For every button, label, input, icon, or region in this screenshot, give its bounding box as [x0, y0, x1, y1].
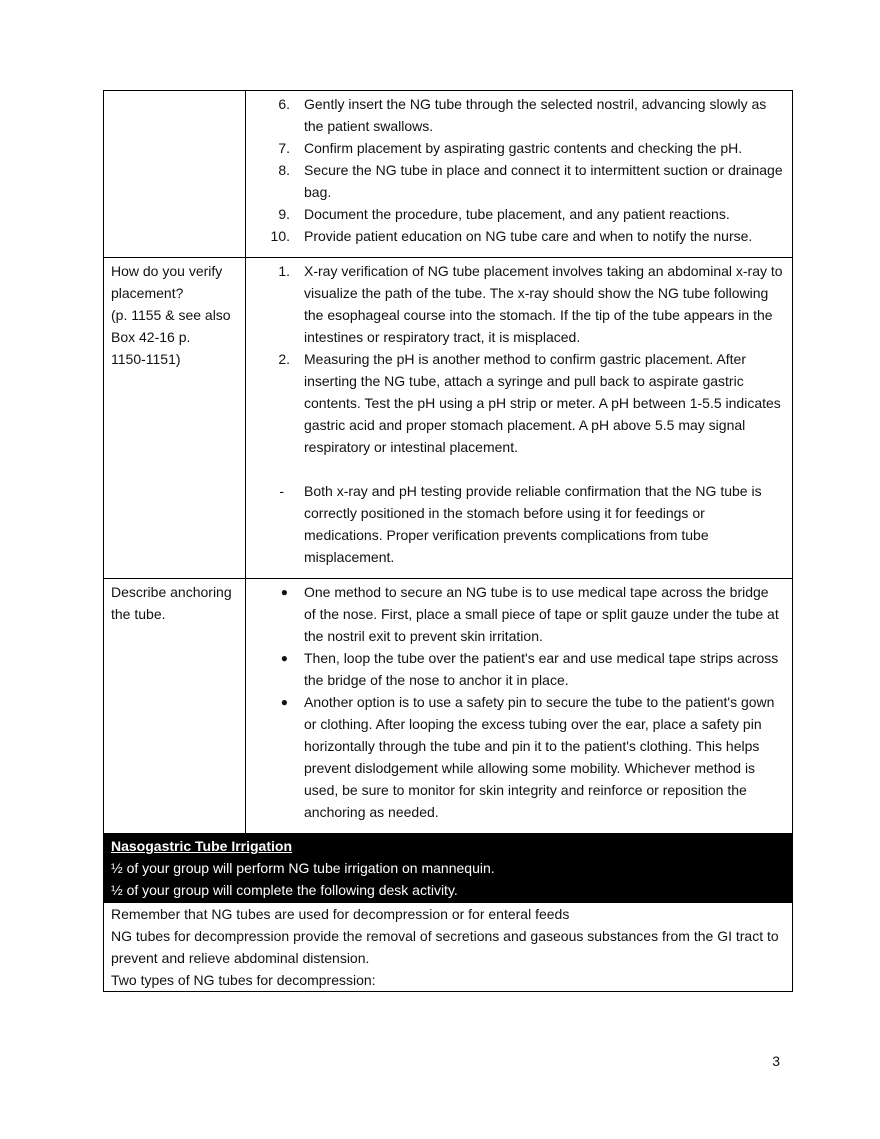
verify-list — [246, 260, 784, 458]
question-line: Box 42-16 p. — [111, 329, 191, 345]
table-row-decompression — [104, 903, 793, 992]
list-item: 10. Provide patient education on NG tube care and when to notify the nurse. — [270, 228, 753, 244]
page-number: 3 — [772, 1053, 780, 1069]
decompression-cell — [104, 903, 793, 992]
list-item: 9. Document the procedure, tube placement, and any patient reactions. — [278, 206, 730, 222]
verify-note-list — [246, 480, 784, 568]
table-row-anchoring — [104, 579, 793, 834]
anchoring-list — [246, 581, 784, 823]
banner-line: ½ of your group will perform NG tube irrigation on mannequin. — [111, 860, 495, 876]
anchoring-answer-cell — [246, 579, 793, 834]
list-item: ● Then, loop the tube over the patient's ear and use medical tape strips across the bridge of the nose to anchor it in place. — [246, 647, 784, 691]
list-item: 1. X-ray verification of NG tube placement involves taking an abdominal x-ray to visualize the path of the tube. The x-ray should show the NG tube following the esophageal course into the stomach. If the tip of the tube appears in the intestines or respiratory tract, it is misplaced. — [278, 263, 783, 345]
question-line: the tube. — [111, 606, 166, 622]
list-item: 7. Confirm placement by aspirating gastric contents and checking the pH. — [278, 140, 743, 156]
list-item: 6. Gently insert the NG tube through the selected nostril, advancing slowly as the patient swallows. — [278, 96, 767, 134]
list-item: ● One method to secure an NG tube is to use medical tape across the bridge of the nose. First, place a small piece of tape or split gauze under the tube at the nostril exit to prevent skin irritation. — [246, 581, 784, 647]
table-row-continued-steps — [104, 91, 793, 258]
banner-line: ½ of your group will complete the following desk activity. — [111, 882, 458, 898]
verify-question-cell — [104, 258, 246, 579]
bullet-icon: ● — [280, 651, 288, 665]
table-row-verify — [104, 258, 793, 579]
paragraph: Two types of NG tubes for decompression: — [111, 972, 376, 988]
table-row-irrigation-banner — [104, 834, 793, 903]
question-line: placement? — [111, 285, 184, 301]
question-line: 1150-1151) — [111, 351, 181, 367]
steps-list — [246, 93, 784, 247]
verify-answer-cell — [246, 258, 793, 579]
list-item: - Both x-ray and pH testing provide reliable confirmation that the NG tube is correctly positioned in the stomach before using it for feedings or medications. Proper verification prevents complications from tube misplacement. — [279, 483, 762, 565]
question-line: Describe anchoring — [111, 584, 232, 600]
section-title: Nasogastric Tube Irrigation — [111, 838, 292, 854]
anchoring-question-cell — [104, 579, 246, 834]
question-line: (p. 1155 & see also — [111, 307, 231, 323]
irrigation-banner — [104, 834, 793, 903]
list-item: 8. Secure the NG tube in place and connect it to intermittent suction or drainage bag. — [278, 162, 783, 200]
list-item: 2. Measuring the pH is another method to confirm gastric placement. After inserting the NG tube, attach a syringe and pull back to aspirate gastric contents. Test the pH using a pH strip or meter. A pH between 1-5.5 indicates gastric acid and proper stomach placement. A pH above 5.5 may signal respiratory or intestinal placement. — [278, 351, 781, 455]
blank-line — [246, 458, 784, 480]
bullet-icon: ● — [280, 585, 288, 599]
paragraph: NG tubes for decompression provide the removal of secretions and gaseous substances from the GI tract to prevent and relieve abdominal distension. — [111, 928, 779, 966]
bullet-icon: ● — [280, 695, 288, 709]
procedure-table — [103, 90, 793, 992]
empty-question-cell — [104, 91, 246, 258]
steps-cell — [246, 91, 793, 258]
paragraph: Remember that NG tubes are used for decompression or for enteral feeds — [111, 906, 570, 922]
question-line: How do you verify — [111, 263, 223, 279]
list-item: ● Another option is to use a safety pin to secure the tube to the patient's gown or clothing. After looping the excess tubing over the ear, place a safety pin horizontally through the tube and pin it to the patient's clothing. This helps prevent dislodgement while allowing some mobility. Whichever method is used, be sure to monitor for skin integrity and reinforce or reposition the anchoring as needed. — [246, 691, 784, 823]
